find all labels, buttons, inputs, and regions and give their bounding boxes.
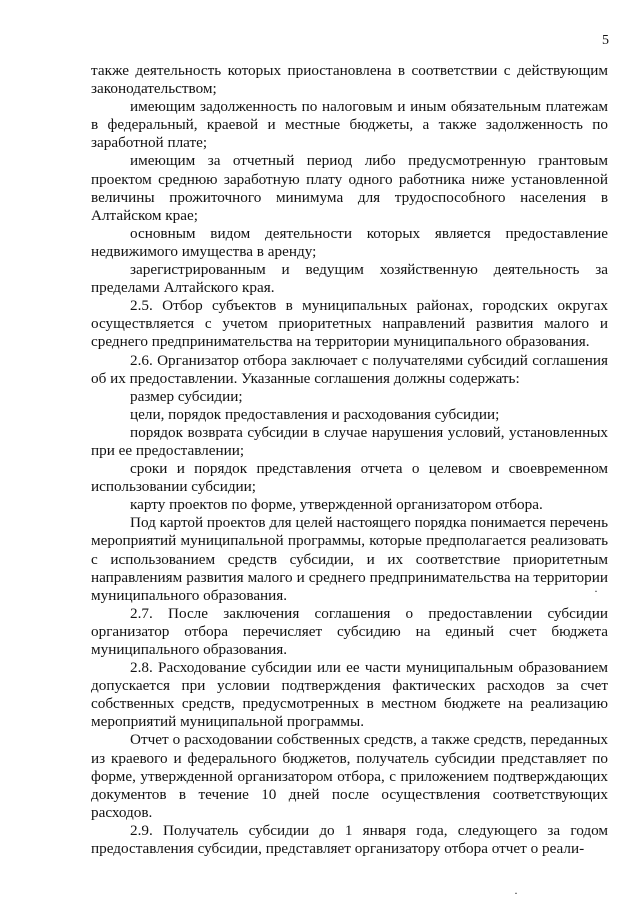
paragraph: сроки и порядок представления отчета о целевом и своевременном использовании субсидии; bbox=[91, 460, 608, 496]
paragraph: имеющим задолженность по налоговым и иным обязательным платежам в федеральный, краевой и местные бюджеты, а также задолженность по заработной плате; bbox=[91, 98, 608, 152]
paragraph: цели, порядок предоставления и расходования субсидии; bbox=[130, 405, 500, 423]
paragraph: 2.5. Отбор субъектов в муниципальных районах, городских округах осуществляется с учетом приоритетных направлений развития малого и среднего предпринимательства на территории муниципального образования. bbox=[91, 297, 608, 351]
document-body bbox=[91, 62, 608, 858]
paragraph: порядок возврата субсидии в случае нарушения условий, установленных при ее предоставлении; bbox=[91, 423, 608, 459]
paragraph: зарегистрированным и ведущим хозяйственную деятельность за пределами Алтайского края. bbox=[91, 261, 608, 297]
paragraph: Под картой проектов для целей настоящего порядка понимается перечень мероприятий муниципальной программы, которые предполагается реализовать с использованием средств субсидии, и их соответствие приоритетным направлениям развития малого и среднего предпринимательства на территории муниципального образования. bbox=[91, 514, 608, 604]
paragraph: размер субсидии; bbox=[130, 387, 243, 405]
paragraph: 2.7. После заключения соглашения о предоставлении субсидии организатор отбора перечисляет субсидию на единый счет бюджета муниципального образования. bbox=[91, 604, 608, 658]
paragraph: имеющим за отчетный период либо предусмотренную грантовым проектом среднюю заработную плату одного работника ниже установленной величины прожиточного минимума для трудоспособного населения в Алтайском крае; bbox=[91, 152, 608, 224]
paragraph: основным видом деятельности которых является предоставление недвижимого имущества в аренду; bbox=[91, 224, 608, 260]
paragraph: 2.6. Организатор отбора заключает с получателями субсидий соглашения об их предоставлении. Указанные соглашения должны содержать: bbox=[91, 351, 608, 387]
paragraph: 2.8. Расходование субсидии или ее части муниципальным образованием допускается при условии подтверждения фактических расходов за счет собственных средств, предусмотренных в местном бюджете на реализацию мероприятий муниципальной программы. bbox=[91, 659, 608, 731]
scan-speck: · bbox=[514, 886, 518, 900]
paragraph: Отчет о расходовании собственных средств, а также средств, переданных из краевого и федерального бюджетов, получатель субсидии представляет по форме, утвержденной организатором отбора, с приложением подтверждающих документов в течение 10 дней после осуществления соответствующих расходов. bbox=[91, 731, 608, 821]
paragraph: 2.9. Получатель субсидии до 1 января года, следующего за годом предоставления субсидии, представляет организатору отбора отчет о реали- bbox=[91, 821, 608, 858]
scan-speck: · bbox=[594, 584, 598, 598]
page-number: 5 bbox=[602, 33, 609, 48]
paragraph: также деятельность которых приостановлена в соответствии с действующим законодательством; bbox=[91, 62, 608, 98]
paragraph: карту проектов по форме, утвержденной организатором отбора. bbox=[130, 496, 543, 514]
